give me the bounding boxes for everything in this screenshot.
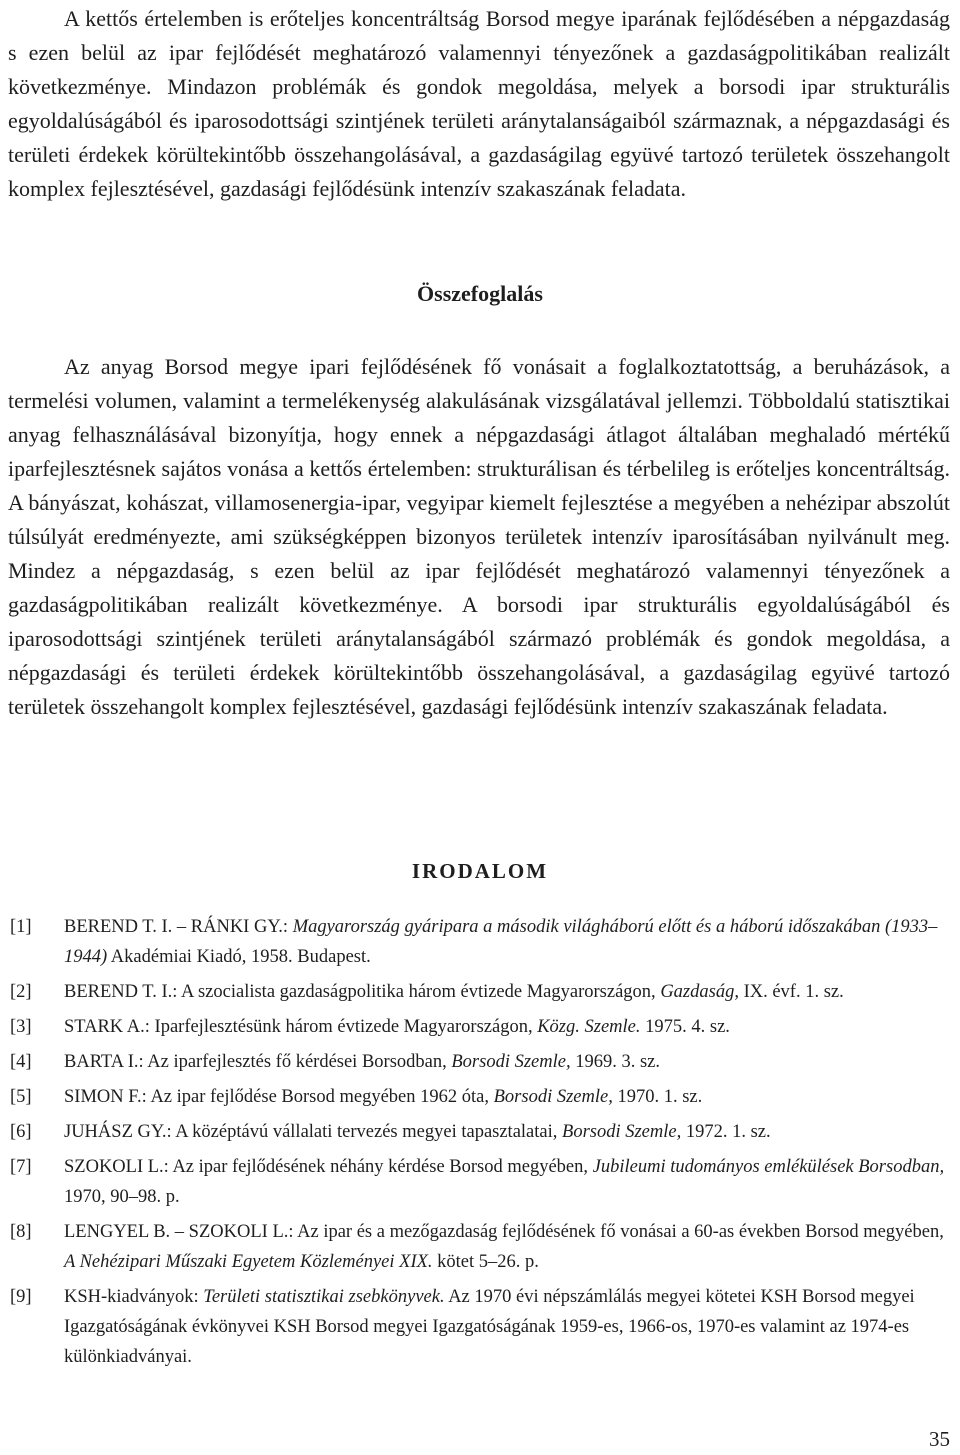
reference-details: 1970, 90–98. p. xyxy=(64,1187,180,1207)
reference-number: [9] xyxy=(10,1287,32,1307)
reference-details: 1970. 1. sz. xyxy=(617,1087,703,1107)
reference-item xyxy=(10,1217,958,1277)
reference-description: Az iparfejlesztés fő kérdései Borsodban, xyxy=(147,1052,447,1072)
reference-description: Iparfejlesztésünk három évtizede Magyarországon, xyxy=(154,1017,533,1037)
reference-number: [6] xyxy=(10,1122,32,1142)
reference-item xyxy=(10,1047,958,1077)
reference-authors: STARK A.: xyxy=(64,1017,150,1037)
reference-authors: JUHÁSZ GY.: xyxy=(64,1122,172,1142)
reference-details: IX. évf. 1. sz. xyxy=(743,982,844,1002)
reference-details: 1975. 4. sz. xyxy=(645,1017,730,1037)
reference-description: A középtávú vállalati tervezés megyei tapasztalatai, xyxy=(175,1122,558,1142)
body-paragraph: A kettős értelemben is erőteljes koncentráltság Borsod megye iparának fejlődésében a népgazdaság s ezen belül az ipar fejlődését meghatározó valamennyi tényezőnek a gazdaságpolitikában realizált következménye. Mindazon problémák és gondok megoldása, melyek a borsodi ipar strukturális egyoldalúságából és iparosodottsági szintjének területi aránytalanságaiból származnak, a népgazdasági és területi érdekek körültekintőbb összehangolásával, a gazdaságilag együvé tartozó területek összehangolt komplex fejlesztésével, gazdasági fejlődésünk intenzív szakaszának feladata. xyxy=(8,6,950,201)
reference-authors: SZOKOLI L.: xyxy=(64,1157,169,1177)
reference-authors: BEREND T. I.: xyxy=(64,982,178,1002)
reference-number: [1] xyxy=(10,917,32,937)
reference-description: Az ipar és a mezőgazdaság fejlődésének fő vonásai a 60-as években Borsod megyében, xyxy=(297,1222,944,1242)
summary-paragraph: Az anyag Borsod megye ipari fejlődésének fő vonásait a foglalkoztatottság, a beruházások, a termelési volumen, valamint a termelékenység alakulásának vizsgálatával jellemzi. Többoldalú statisztikai anyag felhasználásával bizonyítja, hogy ennek a népgazdasági átlagot általában meghaladó mértékű iparfejlesztésnek sajátos vonása a kettős értelemben: strukturálisan és térbelileg is erőteljes koncentráltság. A bányászat, kohászat, villamosenergia-ipar, vegyipar kiemelt fejlesztése a megyében a nehézipar abszolút túlsúlyát eredményezte, ami szükségképpen bizonyos területek intenzív iparosításában nyilvánult meg. Mindez a népgazdaság, s ezen belül az ipar fejlődését meghatározó valamennyi tényezőnek a gazdaságpolitikában realizált következménye. A borsodi ipar strukturális egyoldalúságából és iparosodottsági szintjének területi aránytalanságából származó problémák és gondok megoldása, a népgazdasági és területi érdekek körültekintőbb összehangolásával, a gazdaságilag együvé tartozó területek összehangolt komplex fejlesztésével, gazdasági fejlődésünk intenzív szakaszának feladata. xyxy=(8,354,950,719)
reference-authors: LENGYEL B. – SZOKOLI L.: xyxy=(64,1222,294,1242)
reference-title: A Nehézipari Műszaki Egyetem Közleményei XIX. xyxy=(64,1252,433,1272)
reference-authors: KSH-kiadványok: xyxy=(64,1287,199,1307)
reference-number: [4] xyxy=(10,1052,32,1072)
reference-item xyxy=(10,1082,958,1112)
summary-heading: Összefoglalás xyxy=(417,281,543,306)
reference-details: Akadémiai Kiadó, 1958. Budapest. xyxy=(110,947,371,967)
reference-title: Magyarország gyáripara a második világháború előtt és a háború időszakában (1933–1944) xyxy=(64,917,938,967)
reference-number: [3] xyxy=(10,1017,32,1037)
reference-details: 1969. 3. sz. xyxy=(575,1052,661,1072)
reference-description: A szocialista gazdaságpolitika három évtizede Magyarországon, xyxy=(181,982,656,1002)
reference-title: Borsodi Szemle, xyxy=(562,1122,682,1142)
reference-authors: BARTA I.: xyxy=(64,1052,144,1072)
reference-details: Az 1970 évi népszámlálás megyei kötetei KSH Borsod megyei Igazgatóságának évkönyvei KSH Borsod megyei Igazgatóságának 1959-es, 1966-os, 1970-es valamint az 1974-es különkiadványai. xyxy=(64,1287,915,1367)
reference-item xyxy=(10,1152,958,1212)
reference-item xyxy=(10,912,958,972)
reference-item xyxy=(10,1012,958,1042)
reference-list xyxy=(10,912,958,1377)
reference-authors: BEREND T. I. – RÁNKI GY.: xyxy=(64,917,289,937)
reference-title: Közg. Szemle. xyxy=(537,1017,641,1037)
reference-number: [2] xyxy=(10,982,32,1002)
reference-item xyxy=(10,1282,958,1372)
reference-title: Jubileumi tudományos emlékülések Borsodban, xyxy=(592,1157,945,1177)
references-heading: IRODALOM xyxy=(411,859,549,883)
reference-details: kötet 5–26. p. xyxy=(437,1252,539,1272)
reference-title: Gazdaság, xyxy=(660,982,739,1002)
reference-item xyxy=(10,1117,958,1147)
reference-number: [7] xyxy=(10,1157,32,1177)
reference-description: Az ipar fejlődése Borsod megyében 1962 óta, xyxy=(150,1087,489,1107)
page-number: 35 xyxy=(929,1427,950,1451)
reference-details: 1972. 1. sz. xyxy=(685,1122,771,1142)
reference-title: Borsodi Szemle, xyxy=(493,1087,613,1107)
reference-title: Területi statisztikai zsebkönyvek. xyxy=(203,1287,445,1307)
reference-number: [5] xyxy=(10,1087,32,1107)
reference-number: [8] xyxy=(10,1222,32,1242)
reference-item xyxy=(10,977,958,1007)
reference-authors: SIMON F.: xyxy=(64,1087,147,1107)
reference-title: Borsodi Szemle, xyxy=(451,1052,571,1072)
reference-description: Az ipar fejlődésének néhány kérdése Borsod megyében, xyxy=(172,1157,589,1177)
